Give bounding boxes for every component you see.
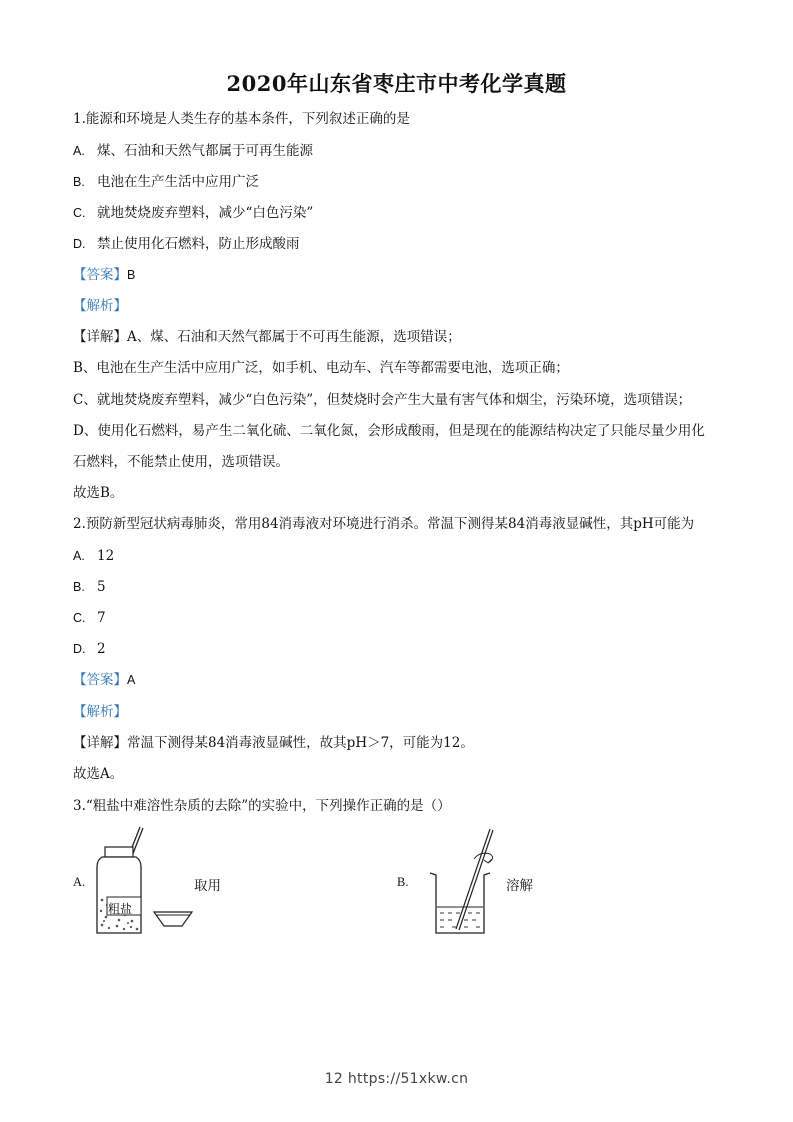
jar-label-text: 粗盐: [108, 902, 133, 916]
q1-detail-line-2: B、电池在生产生活中应用广泛，如手机、电动车、汽车等都需要电池，选项正确；: [73, 360, 569, 376]
q2-option-c: [73, 609, 106, 627]
option-key: A.: [73, 144, 85, 158]
q3-figure-a-caption: 取用: [194, 878, 221, 894]
q2-detail: [73, 734, 474, 752]
option-key: C.: [73, 206, 86, 220]
page-footer[interactable]: 12 https://51xkw.cn: [324, 1071, 469, 1087]
q1-answer: [73, 266, 135, 284]
option-key: D.: [73, 642, 86, 656]
q1-detail-line-1: [73, 328, 461, 346]
q2-option-d: [73, 640, 106, 658]
q3-stem: 3.“粗盐中难溶性杂质的去除”的实验中，下列操作正确的是（）: [73, 798, 451, 814]
detail-tag: 【详解】: [73, 735, 127, 751]
option-text: 就地焚烧废弃塑料，减少“白色污染”: [97, 205, 314, 221]
detail-text: A、煤、石油和天然气都属于不可再生能源，选项错误；: [127, 329, 461, 345]
answer-value: B: [127, 268, 136, 282]
q1-option-d: [73, 235, 300, 253]
page-title: 2020年山东省枣庄市中考化学真题: [226, 71, 567, 96]
q2-stem: 2.预防新型冠状病毒肺炎，常用84消毒液对环境进行消杀。常温下测得某84消毒液显碱性，其pH可能为: [73, 516, 695, 532]
reagent-jar-figure: [92, 825, 202, 940]
detail-tag: 【详解】: [73, 329, 127, 345]
answer-value: A: [127, 673, 136, 687]
q2-answer: [73, 671, 135, 689]
q3-figure-b-caption: 溶解: [506, 878, 533, 894]
analysis-tag: 【解析】: [73, 298, 127, 314]
q1-analysis-tag: [73, 297, 127, 315]
q3-figure-b-key: B.: [397, 875, 409, 889]
option-key: B.: [73, 175, 85, 189]
detail-text: 常温下测得某84消毒液显碱性，故其pH＞7，可能为12。: [127, 735, 474, 751]
option-text: 5: [97, 579, 106, 595]
q2-option-b: [73, 578, 106, 596]
beaker-figure: [428, 825, 508, 940]
option-key: A.: [73, 549, 85, 563]
q1-detail-line-3: C、就地焚烧废弃塑料，减少“白色污染”，但焚烧时会产生大量有害气体和烟尘，污染环境，选项错误；: [73, 392, 692, 408]
q1-conclusion: 故选B。: [73, 485, 124, 501]
option-text: 电池在生产生活中应用广泛: [97, 174, 259, 190]
q1-option-c: [73, 204, 313, 222]
option-key: B.: [73, 580, 85, 594]
option-text: 12: [97, 548, 115, 564]
option-text: 煤、石油和天然气都属于可再生能源: [97, 143, 313, 159]
option-text: 2: [97, 641, 106, 657]
q1-option-a: [73, 142, 313, 160]
q1-option-b: [73, 173, 259, 191]
option-text: 禁止使用化石燃料，防止形成酸雨: [97, 236, 300, 252]
option-key: C.: [73, 611, 86, 625]
option-text: 7: [97, 610, 106, 626]
q3-figure-a-key: A.: [73, 875, 86, 889]
q1-detail-line-4: D、使用化石燃料，易产生二氧化硫、二氧化氮，会形成酸雨，但是现在的能源结构决定了只能尽量少用化: [73, 423, 705, 439]
answer-tag: 【答案】: [73, 267, 127, 283]
analysis-tag: 【解析】: [73, 704, 127, 720]
q2-conclusion: 故选A。: [73, 766, 124, 782]
q2-analysis-tag: [73, 703, 127, 721]
option-key: D.: [73, 237, 86, 251]
q1-stem: 1.能源和环境是人类生存的基本条件，下列叙述正确的是: [73, 111, 410, 127]
q1-detail-line-5: 石燃料，不能禁止使用，选项错误。: [73, 454, 289, 470]
q2-option-a: [73, 547, 114, 565]
answer-tag: 【答案】: [73, 672, 127, 688]
